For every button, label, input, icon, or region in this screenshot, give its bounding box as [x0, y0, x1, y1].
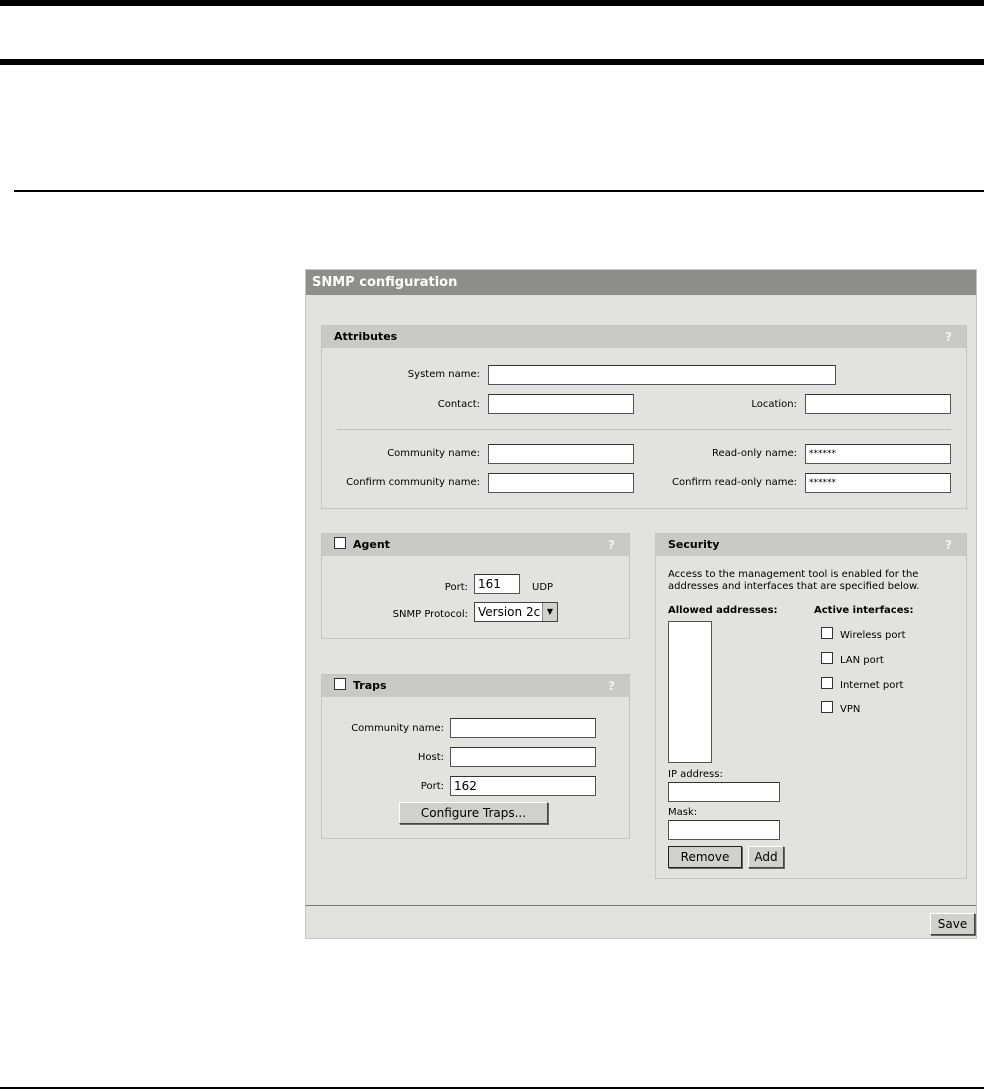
wireless-port-label: Wireless port	[840, 630, 906, 641]
header-rule	[0, 59, 984, 65]
snmp-protocol-value: Version 2c	[478, 605, 541, 619]
attributes-header	[322, 326, 966, 348]
internet-port-checkbox[interactable]	[821, 677, 833, 689]
traps-header	[322, 675, 629, 697]
panel-title: SNMP configuration	[306, 270, 976, 295]
bottom-rule	[0, 1087, 984, 1089]
ip-address-input[interactable]	[668, 782, 780, 802]
snmp-configuration-panel	[305, 269, 977, 939]
agent-enable-checkbox[interactable]	[334, 537, 346, 549]
confirm-community-name-input[interactable]	[488, 473, 634, 493]
attributes-help-icon[interactable]: ?	[945, 330, 952, 344]
footer-divider	[306, 905, 976, 906]
add-button[interactable]: Add	[748, 846, 784, 868]
contact-input[interactable]	[488, 394, 634, 414]
security-description-line-1: Access to the management tool is enabled for the	[668, 569, 919, 580]
vpn-label: VPN	[840, 704, 861, 715]
confirm-readonly-name-input[interactable]	[805, 473, 951, 493]
wireless-port-checkbox[interactable]	[821, 627, 833, 639]
system-name-label: System name:	[407, 369, 480, 380]
interface-wireless-port[interactable]	[821, 627, 906, 643]
security-box	[655, 533, 967, 879]
confirm-readonly-name-label: Confirm read-only name:	[672, 477, 797, 488]
security-help-icon[interactable]: ?	[945, 538, 952, 552]
traps-help-icon[interactable]: ?	[608, 679, 615, 693]
interface-lan-port[interactable]	[821, 652, 884, 668]
top-rule	[0, 0, 984, 6]
security-title: Security	[668, 538, 720, 551]
security-header	[656, 534, 966, 556]
allowed-addresses-list[interactable]	[668, 621, 712, 763]
agent-port-label: Port:	[444, 582, 468, 593]
configure-traps-button[interactable]: Configure Traps...	[399, 802, 548, 824]
internet-port-label: Internet port	[840, 680, 904, 691]
mask-input[interactable]	[668, 820, 780, 840]
allowed-addresses-label: Allowed addresses:	[668, 605, 778, 616]
system-name-input[interactable]	[488, 365, 836, 385]
traps-community-name-input[interactable]	[450, 718, 596, 738]
agent-help-icon[interactable]: ?	[608, 538, 615, 552]
community-name-label: Community name:	[387, 448, 480, 459]
traps-host-label: Host:	[417, 752, 444, 763]
readonly-name-label: Read-only name:	[712, 448, 797, 459]
section-rule	[14, 190, 984, 192]
agent-box	[321, 533, 630, 639]
snmp-protocol-select[interactable]	[474, 602, 558, 622]
contact-label: Contact:	[437, 399, 480, 410]
chevron-down-icon[interactable]: ▼	[542, 603, 557, 621]
agent-port-unit: UDP	[532, 582, 554, 593]
mask-label: Mask:	[668, 807, 698, 818]
attributes-box	[321, 325, 967, 509]
community-name-input[interactable]	[488, 444, 634, 464]
traps-enable-checkbox[interactable]	[334, 678, 346, 690]
traps-box	[321, 674, 630, 839]
readonly-name-input[interactable]	[805, 444, 951, 464]
snmp-protocol-label: SNMP Protocol:	[392, 609, 468, 620]
interface-internet-port[interactable]	[821, 677, 903, 693]
save-button[interactable]: Save	[930, 913, 975, 935]
lan-port-label: LAN port	[840, 655, 884, 666]
security-description-line-2: addresses and interfaces that are specified below.	[668, 581, 920, 592]
vpn-checkbox[interactable]	[821, 701, 833, 713]
traps-port-input[interactable]	[450, 776, 596, 796]
traps-port-label: Port:	[420, 781, 444, 792]
traps-community-name-label: Community name:	[351, 723, 444, 734]
location-input[interactable]	[805, 394, 951, 414]
traps-title: Traps	[353, 679, 387, 692]
location-label: Location:	[751, 399, 797, 410]
active-interfaces-label: Active interfaces:	[814, 605, 914, 616]
agent-header	[322, 534, 629, 556]
confirm-community-name-label: Confirm community name:	[346, 477, 480, 488]
interface-vpn[interactable]	[821, 701, 860, 717]
attributes-title: Attributes	[334, 330, 398, 343]
agent-title: Agent	[353, 538, 390, 551]
ip-address-label: IP address:	[668, 769, 723, 780]
traps-host-input[interactable]	[450, 747, 596, 767]
remove-button[interactable]: Remove	[668, 846, 742, 868]
attributes-divider	[337, 429, 951, 430]
agent-port-input[interactable]	[474, 574, 520, 594]
lan-port-checkbox[interactable]	[821, 652, 833, 664]
